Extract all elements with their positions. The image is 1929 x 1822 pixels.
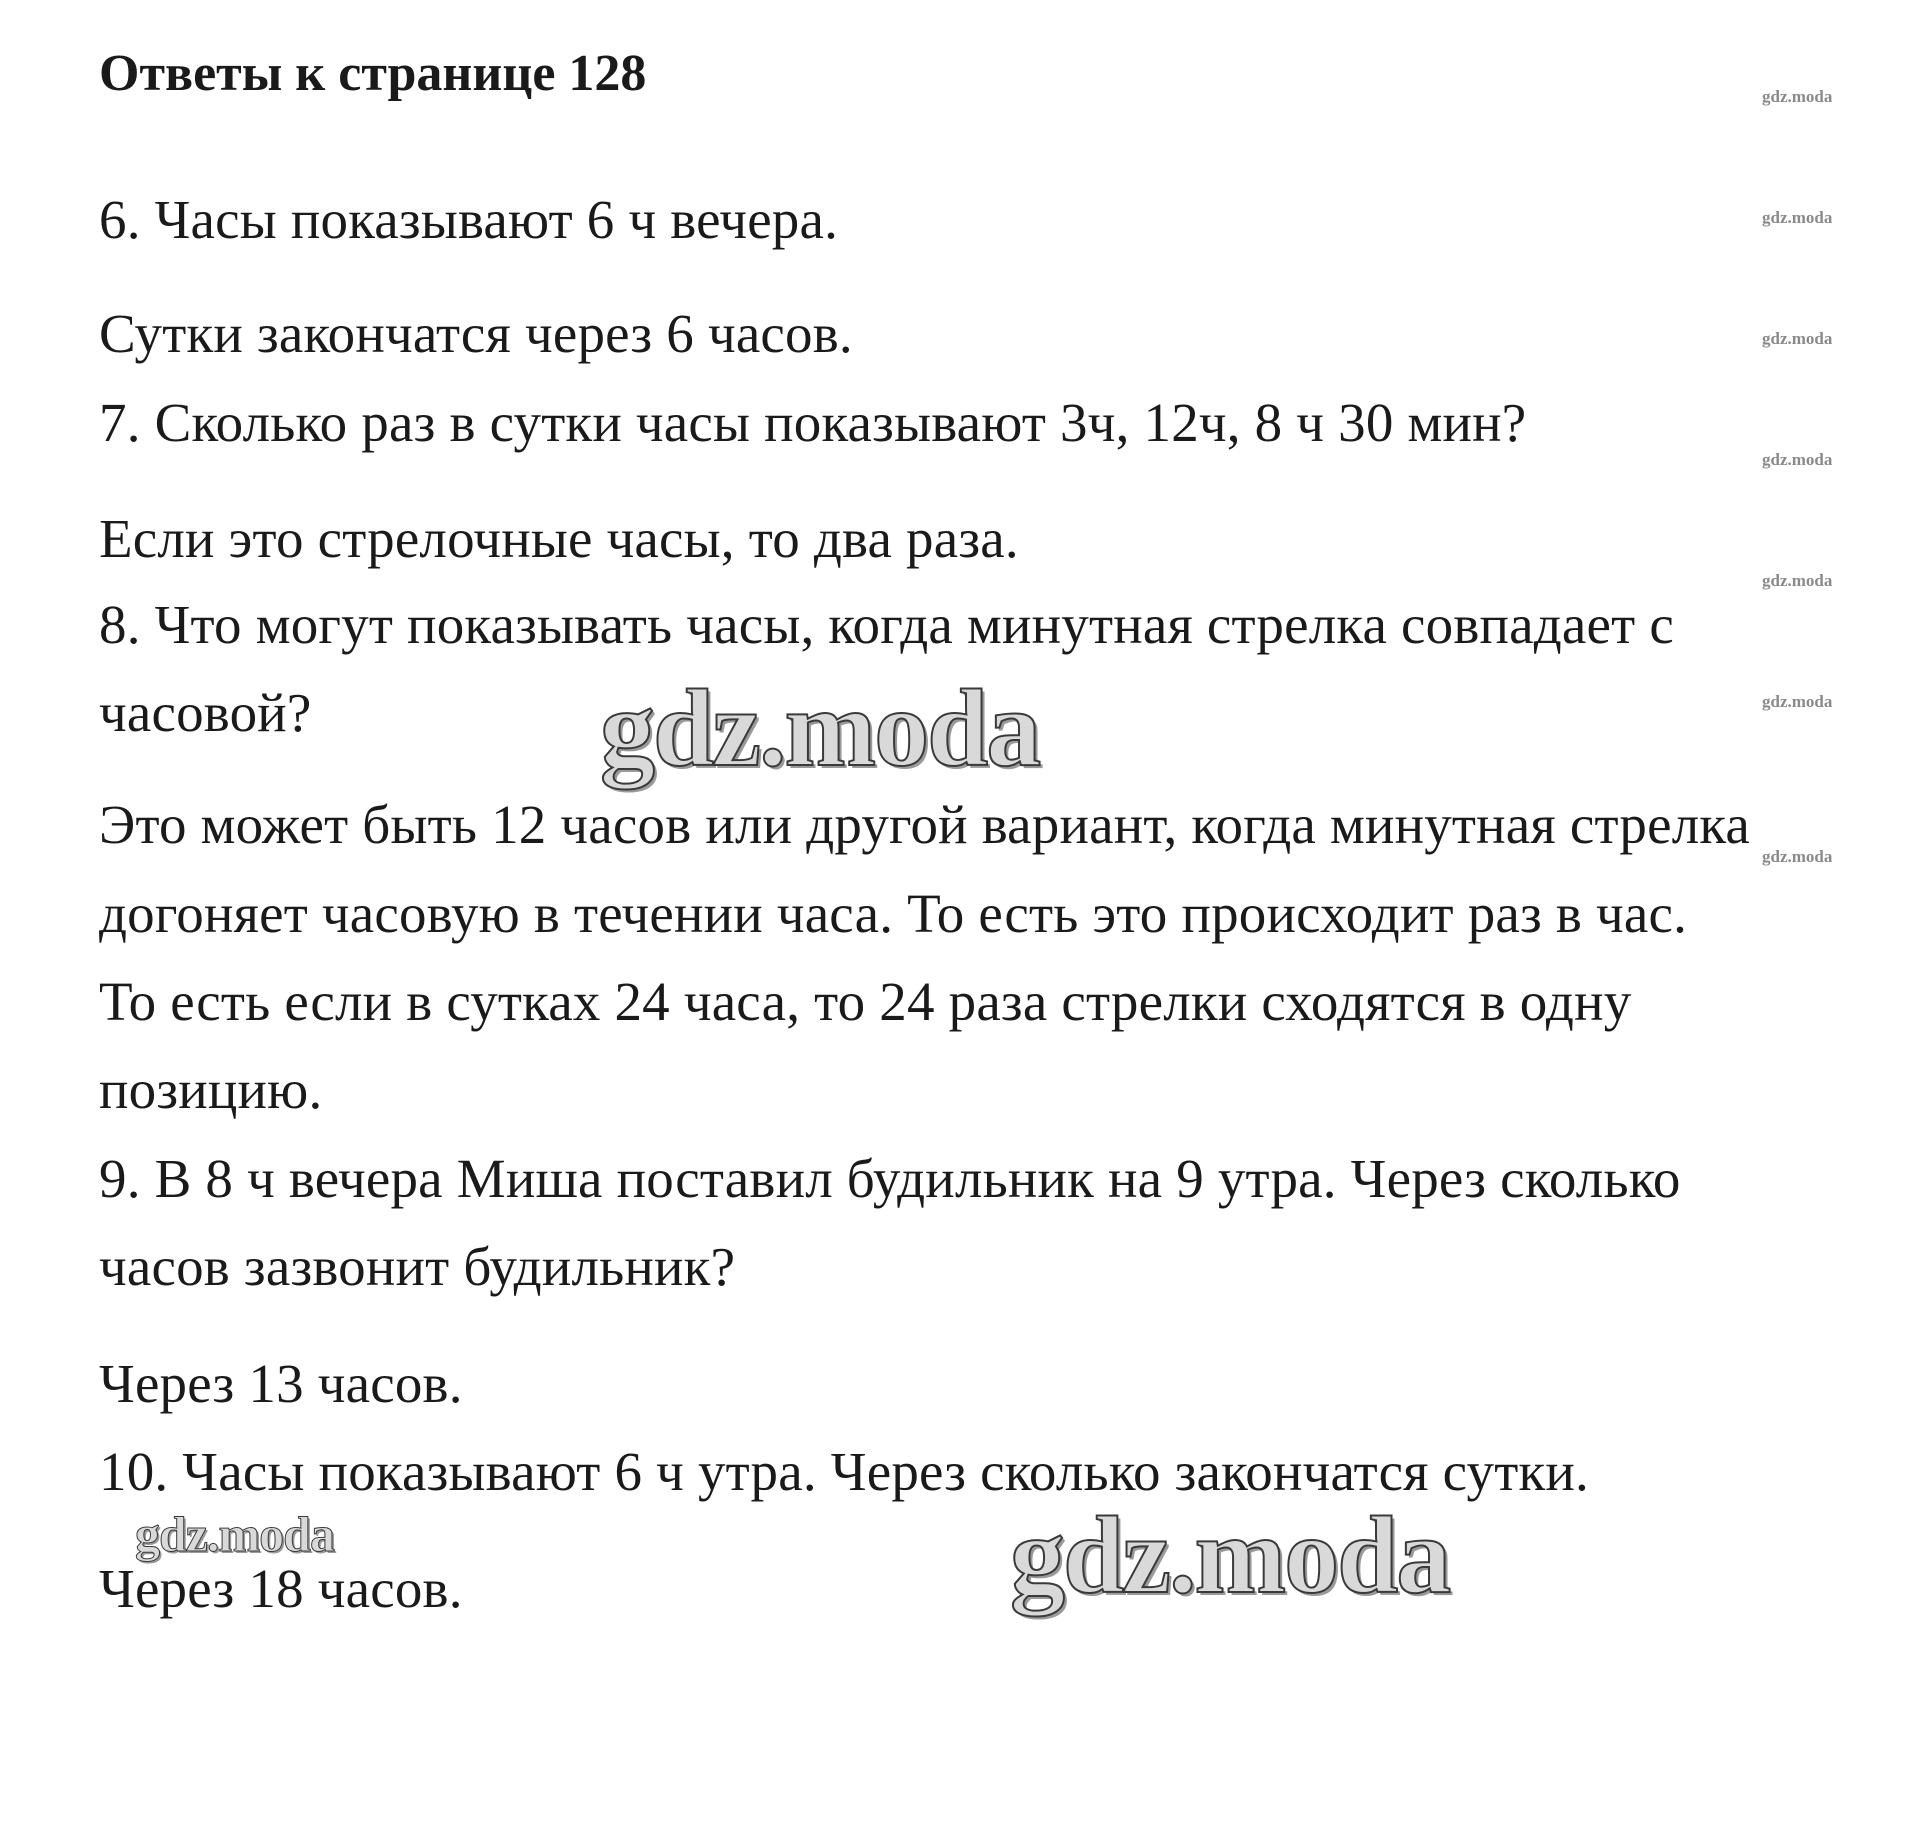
question-line-9b: часов зазвонит будильник? [99, 1236, 736, 1297]
answer-line-8c: То есть если в сутках 24 часа, то 24 раза стрелки сходятся в одну [99, 971, 1632, 1032]
watermark-small: gdz.moda [1762, 329, 1833, 348]
answer-line-9: Через 13 часов. [99, 1353, 463, 1414]
question-line-10: 10. Часы показывают 6 ч утра. Через сколько закончатся сутки. [99, 1441, 1589, 1502]
watermark-small: gdz.moda [1762, 208, 1833, 227]
watermark-large: gdz.moda [1010, 1494, 1450, 1616]
answer-line-6: 6. Часы показывают 6 ч вечера. [99, 189, 839, 250]
watermark-medium: gdz.moda [135, 1506, 334, 1562]
question-line-7: 7. Сколько раз в сутки часы показывают 3ч, 12ч, 8 ч 30 мин? [99, 392, 1527, 453]
watermark-small: gdz.moda [1762, 87, 1833, 106]
answer-line-8b: догоняет часовую в течении часа. То есть это происходит раз в час. [99, 883, 1688, 944]
question-line-9a: 9. В 8 ч вечера Миша поставил будильник на 9 утра. Через сколько [99, 1148, 1681, 1209]
answer-line-10: Через 18 часов. [99, 1558, 463, 1619]
question-line-8a: 8. Что могут показывать часы, когда минутная стрелка совпадает с [99, 594, 1674, 655]
watermark-small: gdz.moda [1762, 571, 1833, 590]
watermark-small: gdz.moda [1762, 692, 1833, 711]
watermark-large: gdz.moda [600, 667, 1040, 789]
answer-line-8d: позицию. [99, 1059, 323, 1120]
answer-line-7: Если это стрелочные часы, то два раза. [99, 508, 1019, 569]
question-line-8b: часовой? [99, 682, 312, 743]
page-title: Ответы к странице 128 [99, 45, 647, 102]
watermark-small: gdz.moda [1762, 847, 1833, 866]
answer-line-8a: Это может быть 12 часов или другой вариант, когда минутная стрелка [99, 794, 1751, 855]
answer-line-6-result: Сутки закончатся через 6 часов. [99, 303, 853, 364]
watermark-small: gdz.moda [1762, 450, 1833, 469]
